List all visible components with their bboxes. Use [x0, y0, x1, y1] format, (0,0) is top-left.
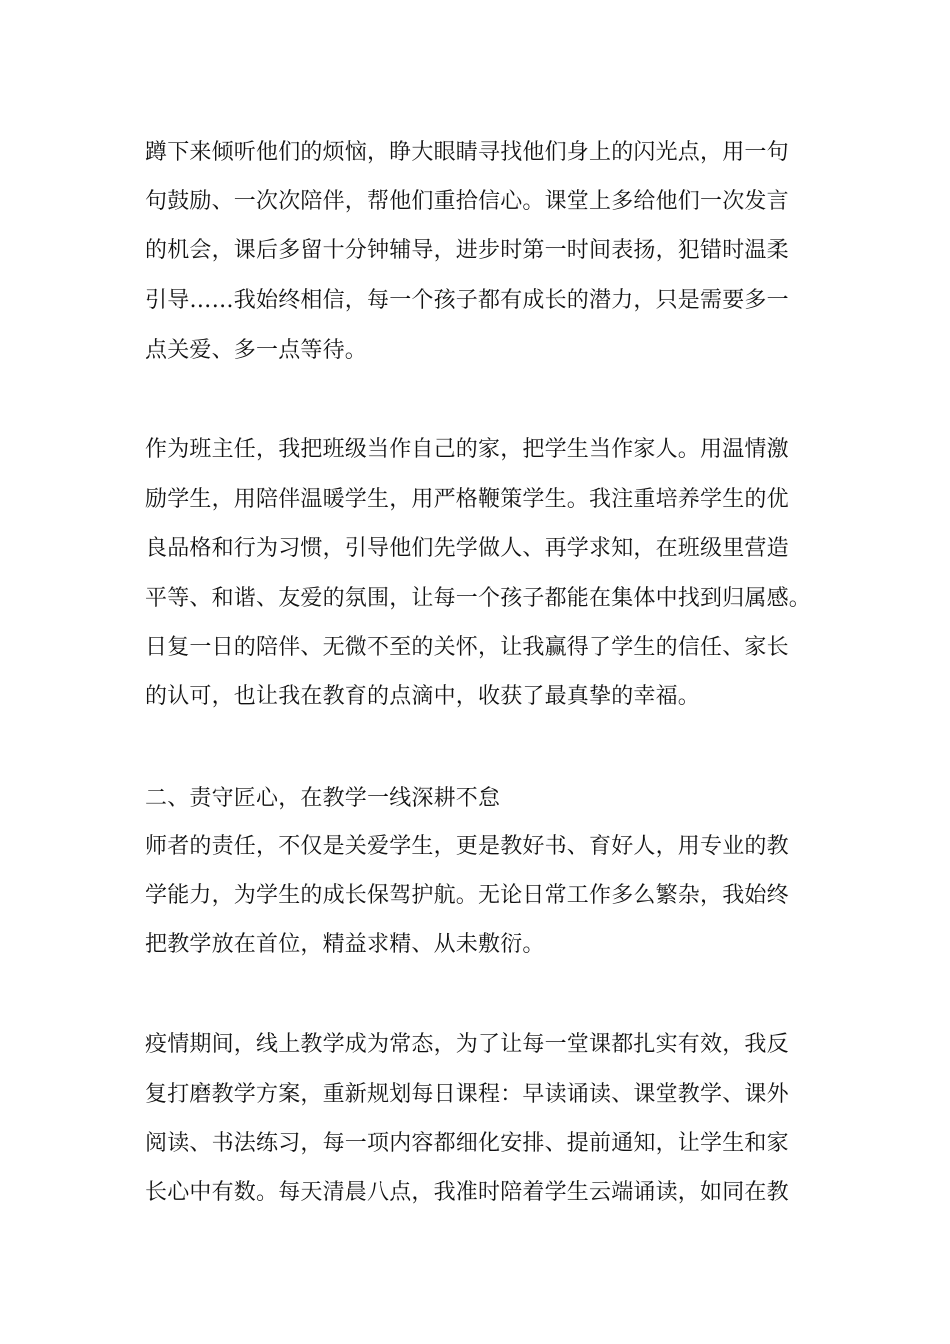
text-line: 平等、和谐、友爱的氛围，让每一个孩子都能在集体中找到归属感。	[145, 586, 812, 611]
text-line: 复打磨教学方案，重新规划每日课程：早读诵读、课堂教学、课外	[145, 1082, 789, 1107]
text-line: 把教学放在首位，精益求精、从未敷衍。	[145, 932, 545, 957]
text-line: 学能力，为学生的成长保驾护航。无论日常工作多么繁杂，我始终	[145, 883, 789, 908]
text-line: 阅读、书法练习，每一项内容都细化安排、提前通知，让学生和家	[145, 1131, 789, 1156]
text-line: 日复一日的陪伴、无微不至的关怀，让我赢得了学生的信任、家长	[145, 635, 789, 660]
text-line: 师者的责任，不仅是关爱学生，更是教好书、育好人，用专业的教	[145, 834, 789, 859]
text-line: 的认可，也让我在教育的点滴中，收获了最真挚的幸福。	[145, 684, 701, 709]
text-line: 良品格和行为习惯，引导他们先学做人、再学求知，在班级里营造	[145, 536, 789, 561]
text-line: 点关爱、多一点等待。	[145, 338, 368, 363]
text-line: 蹲下来倾听他们的烦恼，睁大眼睛寻找他们身上的闪光点，用一句	[145, 140, 789, 165]
text-line: 疫情期间，线上教学成为常态，为了让每一堂课都扎实有效，我反	[145, 1032, 789, 1057]
section-heading: 二、责守匠心，在教学一线深耕不怠	[145, 786, 501, 811]
text-line: 句鼓励、一次次陪伴，帮他们重拾信心。课堂上多给他们一次发言	[145, 189, 789, 214]
text-line: 励学生，用陪伴温暖学生，用严格鞭策学生。我注重培养学生的优	[145, 487, 789, 512]
text-line: 的机会，课后多留十分钟辅导，进步时第一时间表扬，犯错时温柔	[145, 238, 789, 263]
text-line: 作为班主任，我把班级当作自己的家，把学生当作家人。用温情激	[145, 437, 789, 462]
text-line: 长心中有数。每天清晨八点，我准时陪着学生云端诵读，如同在教	[145, 1180, 789, 1205]
text-line: 引导……我始终相信，每一个孩子都有成长的潜力，只是需要多一	[145, 288, 789, 313]
